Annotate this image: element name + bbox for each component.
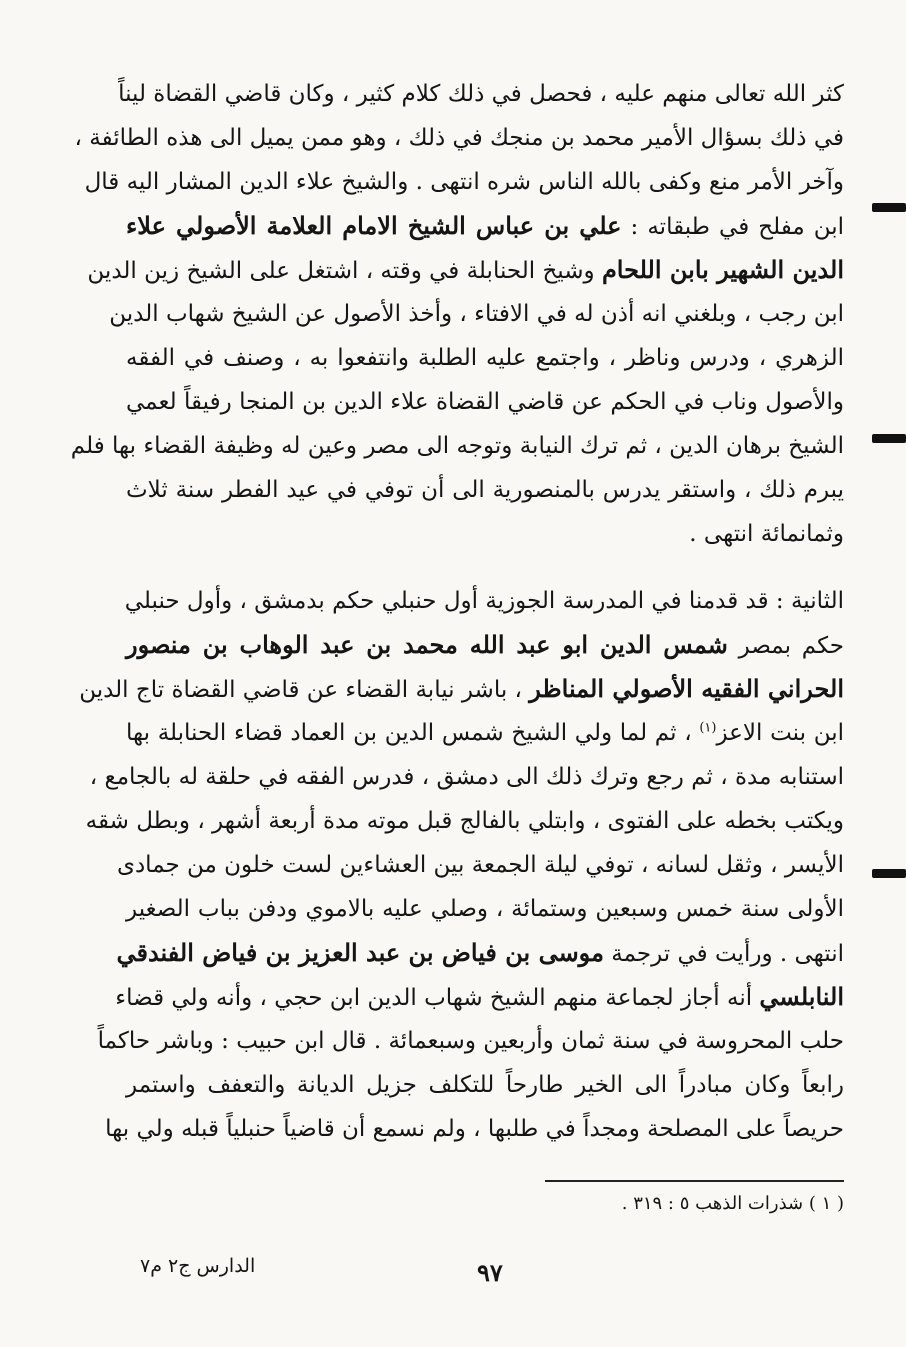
text-line (126, 512, 844, 556)
text-run: الأولى سنة خمس وسبعين وستمائة ، وصلي عليه بالاموي ودفن بباب الصغير (126, 896, 844, 922)
text-run: حكم بمصر (727, 633, 844, 659)
paragraph-1 (70, 72, 844, 556)
text-line (85, 799, 844, 843)
bold-name: الدين الشهير بابن اللحام (601, 255, 844, 284)
text-line (126, 579, 844, 623)
text-run: استنابه مدة ، ثم رجع وترك ذلك الى دمشق ، فدرس الفقه في حلقة له بالجامع ، (89, 764, 844, 790)
text-run: وشيخ الحنابلة في وقته ، اشتغل على الشيخ زين الدين (87, 258, 602, 284)
text-run: والأصول وناب في الحكم عن قاضي القضاة علاء الدين بن المنجا رفيقاً لعمي (126, 389, 844, 415)
text-line (70, 424, 844, 468)
text-run: انتهى . ورأيت في ترجمة (603, 941, 844, 967)
margin-mark (872, 203, 906, 212)
text-line (126, 336, 844, 380)
text-run: أنه أجاز لجماعة منهم الشيخ شهاب الدين ابن حجي ، وأنه ولي قضاء (115, 985, 760, 1011)
text-line (87, 248, 844, 292)
text-run: حريصاً على المصلحة ومجداً في طلبها ، ولم نسمع أن قاضياً حنبلياً قبله ولي بها (105, 1116, 844, 1142)
text-run: رابعاً وكان مبادراً الى الخير طارحاً للتكلف جزيل الديانة والتعفف واستمر (126, 1072, 844, 1098)
text-run: ويكتب بخطه على الفتوى ، وابتلي بالفالج قبل موته مدة أربعة أشهر ، وبطل شقه (85, 808, 844, 834)
text-line (116, 931, 844, 975)
text-line (89, 755, 844, 799)
text-line (126, 887, 844, 931)
margin-mark (872, 869, 906, 878)
bold-name: النابلسي (759, 982, 844, 1011)
text-run: في ذلك بسؤال الأمير محمد بن منجك في ذلك ، وهو ممن يميل الى هذه الطائفة ، (74, 125, 844, 151)
bold-name: شمس الدين ابو عبد الله محمد بن عبد الوهاب بن منصور (126, 630, 728, 659)
footnote-ref: (١) (699, 720, 717, 736)
text-run: الثانية : قد قدمنا في المدرسة الجوزية أول حنبلي حكم بدمشق ، وأول حنبلي (124, 588, 844, 614)
text-line (118, 72, 844, 116)
paragraph-2 (79, 579, 844, 1151)
bold-name: علي بن عباس الشيخ الامام العلامة الأصولي علاء (126, 211, 622, 240)
text-line (105, 1107, 844, 1151)
text-run: ابن بنت الاعز (716, 720, 844, 746)
page-number: ٩٧ (477, 1258, 503, 1287)
text-line (109, 292, 844, 336)
text-run: ابن مفلح في طبقاته : (621, 214, 844, 240)
text-line (97, 1019, 844, 1063)
text-line (126, 711, 844, 755)
bold-name: الحراني الفقيه الأصولي المناظر (529, 674, 844, 703)
text-line (79, 667, 844, 711)
text-line (126, 468, 844, 512)
text-line (74, 116, 844, 160)
text-line (84, 160, 844, 204)
text-run: الشيخ برهان الدين ، ثم ترك النيابة وتوجه الى مصر وعين له وظيفة القضاء بها فلم (70, 433, 844, 459)
text-run: الأيسر ، وثقل لسانه ، توفي ليلة الجمعة بين العشاءين لست خلون من جمادى (116, 852, 844, 878)
text-line (126, 204, 844, 248)
text-run: ، باشر نيابة القضاء عن قاضي القضاة تاج الدين (79, 677, 530, 703)
text-line (126, 1063, 844, 1107)
text-run: ابن رجب ، وبلغني انه أذن له في الافتاء ، وأخذ الأصول عن الشيخ شهاب الدين (109, 301, 844, 327)
text-run: وثمانمائة انتهى . (689, 521, 844, 547)
text-run: الزهري ، ودرس وناظر ، واجتمع عليه الطلبة وانتفعوا به ، وصنف في الفقه (126, 345, 844, 371)
text-line (126, 623, 844, 667)
text-run: كثر الله تعالى منهم عليه ، فحصل في ذلك كلام كثير ، وكان قاضي القضاة ليناً (118, 81, 844, 107)
text-run: وآخر الأمر منع وكفى بالله الناس شره انتهى . والشيخ علاء الدين المشار اليه قال (84, 169, 844, 195)
margin-mark (872, 434, 906, 443)
footnote-divider (545, 1180, 844, 1182)
bold-name: موسى بن فياض بن عبد العزيز بن فياض الفندقي (116, 938, 604, 967)
text-line (126, 380, 844, 424)
text-line (115, 975, 844, 1019)
text-run: حلب المحروسة في سنة ثمان وأربعين وسبعمائة . قال ابن حبيب : وباشر حاكماً (97, 1028, 844, 1054)
text-run: يبرم ذلك ، واستقر يدرس بالمنصورية الى أن توفي في عيد الفطر سنة ثلاث (126, 477, 844, 503)
footnote: ( ١ ) شذرات الذهب ٥ : ٣١٩ . (621, 1193, 844, 1214)
book-signature: الدارس ج٢ م٧ (140, 1255, 256, 1277)
text-line (116, 843, 844, 887)
text-run: ، ثم لما ولي الشيخ شمس الدين بن العماد قضاء الحنابلة بها (126, 720, 700, 746)
